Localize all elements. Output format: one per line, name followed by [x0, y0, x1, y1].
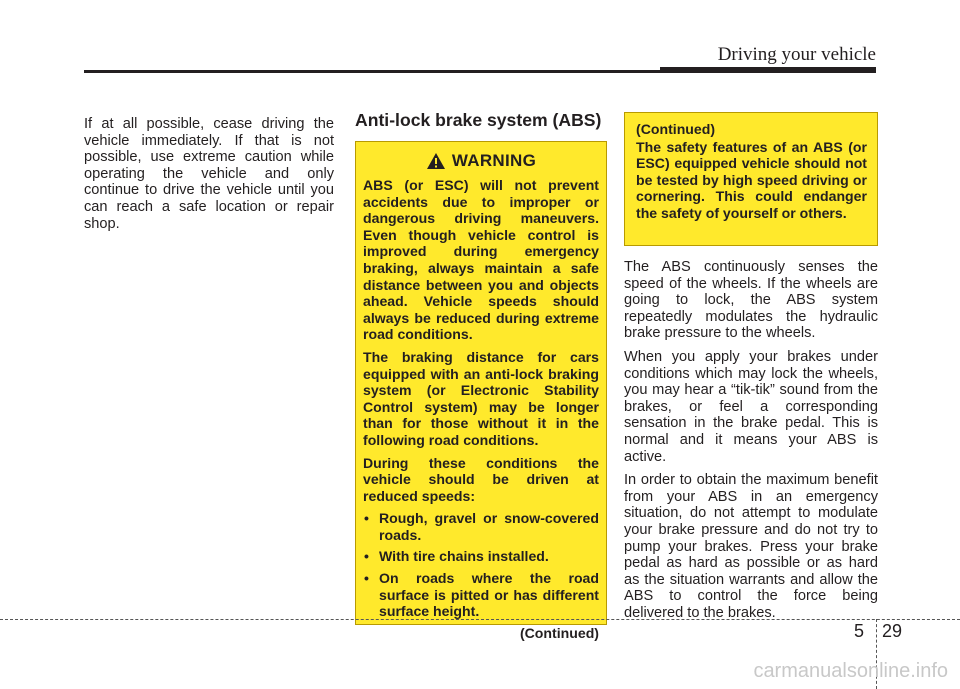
warning-paragraph: During these conditions the vehicle should be driven at reduced speeds:: [363, 454, 599, 504]
bullet-icon: •: [364, 510, 369, 527]
warning-box: [355, 141, 607, 641]
column-right: [624, 112, 878, 628]
column-middle: [355, 110, 607, 641]
continued-label: (Continued): [519, 624, 599, 641]
warning-bullet-item: • With tire chains installed.: [364, 548, 549, 565]
warning-bullet-item: • On roads where the road surface is pitted or has different surface height.: [364, 570, 599, 620]
page-number: 29: [882, 621, 903, 641]
bullet-icon: •: [364, 548, 369, 565]
continued-label: (Continued): [636, 121, 716, 137]
body-paragraph: If at all possible, cease driving the vehicle immediately. If that is not possible, use extreme caution while operating the vehicle and only continue to drive the vehicle until you can reach a safe location or repair shop.: [84, 116, 334, 232]
warning-paragraph: The braking distance for cars equipped with an anti-lock braking system (or Electronic Stability Control system) may be longer than for those without it in the following road conditions.: [363, 348, 599, 448]
warning-title-text: WARNING: [451, 150, 537, 170]
body-paragraph: When you apply your brakes under conditions which may lock the wheels, you may hear a “tik-tik” sound from the brakes, or feel a corresponding sensation in the brake pedal. This is normal and it means your ABS is active.: [624, 348, 878, 465]
warning-bullet-list: [363, 510, 599, 620]
abs-description: [624, 259, 878, 621]
warning-bullet-item: • Rough, gravel or snow-covered roads.: [364, 510, 599, 543]
continued-warning-box: [624, 112, 878, 246]
continued-warning-text: The safety features of an ABS (or ESC) equipped vehicle should not be tested by high speed driving or cornering. This could endanger the safety of yourself or others.: [636, 138, 867, 221]
body-paragraph: The ABS continuously senses the speed of the wheels. If the wheels are going to lock, the ABS system repeatedly modulates the hydraulic brake pressure to the wheels.: [624, 259, 878, 342]
watermark: carmanualsonline.info: [753, 660, 948, 682]
column-left: [84, 116, 334, 239]
header-rule-accent: [660, 67, 876, 73]
chapter-number: 5: [854, 621, 865, 641]
warning-title: [363, 152, 599, 170]
footer-rule: [0, 619, 960, 620]
header-title: Driving your vehicle: [717, 44, 876, 65]
warning-triangle-icon: [426, 152, 446, 170]
warning-paragraph: ABS (or ESC) will not prevent accidents due to improper or dangerous driving maneuvers. Even though vehicle control is improved during emergency braking, always maintain a safe distance between you and objects ahead. Vehicle speeds should always be reduced during extreme road conditions.: [363, 177, 599, 343]
section-heading: Anti-lock brake system (ABS): [355, 110, 602, 130]
bullet-icon: •: [364, 570, 369, 587]
body-paragraph: In order to obtain the maximum benefit from your ABS in an emergency situation, do not attempt to modulate your brake pressure and do not try to pump your brakes. Press your brake pedal as hard as possible or as hard as the situation warrants and allow the ABS to control the force being delivered to the brakes.: [624, 472, 878, 621]
